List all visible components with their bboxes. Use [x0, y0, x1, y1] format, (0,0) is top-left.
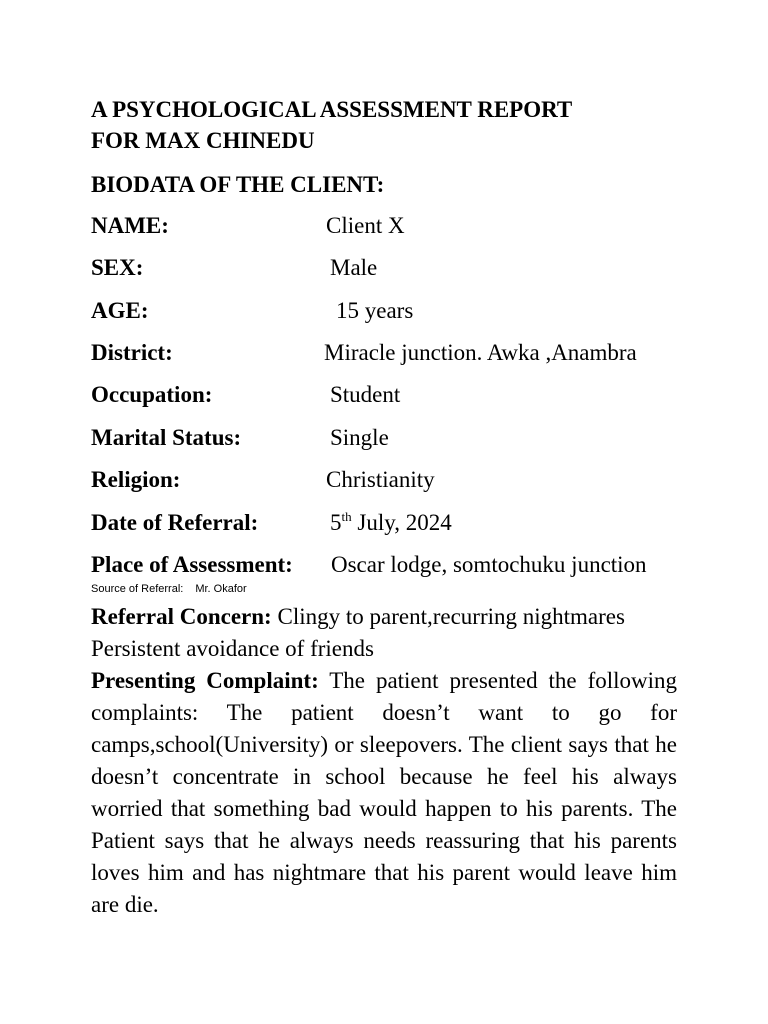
date-of-referral-value — [330, 508, 452, 538]
name-label: NAME: — [91, 213, 169, 238]
report-title — [91, 94, 691, 156]
date-rest: July, 2024 — [351, 510, 452, 535]
place-of-assessment-label: Place of Assessment: — [91, 552, 293, 577]
presenting-complaint-label: Presenting Complaint: — [91, 668, 319, 693]
report-title-line1: A PSYCHOLOGICAL ASSESSMENT REPORT — [91, 97, 573, 122]
age-value: 15 years — [336, 298, 414, 323]
sex-value: Male — [330, 255, 378, 280]
district-value: Miracle junction. Awka ,Anambra — [324, 340, 637, 365]
referral-concern — [91, 601, 681, 665]
occupation-value: Student — [330, 382, 401, 407]
place-of-assessment-value: Oscar lodge, somtochuku junction — [331, 552, 647, 577]
marital-status-label: Marital Status: — [91, 425, 242, 450]
date-of-referral-label: Date of Referral: — [91, 510, 259, 535]
age-label: AGE: — [91, 298, 149, 323]
presenting-complaint-text: The patient presented the following complaints: The patient doesn’t want to go for camps,school(University) or sleepovers. The client says that he doesn’t concentrate in school because he feel his always worried that something bad would happen to his parents. The Patient says that he always needs reassuring that his parents loves him and has nightmare that his parent would leave him are die. — [91, 668, 678, 917]
religion-label: Religion: — [91, 467, 181, 492]
date-day: 5 — [330, 510, 342, 535]
marital-status-value: Single — [330, 425, 389, 450]
sex-label: SEX: — [91, 255, 144, 280]
source-of-referral-label: Source of Referral: — [91, 583, 184, 595]
biodata-heading: BIODATA OF THE CLIENT: — [91, 172, 385, 197]
source-of-referral-value: Mr. Okafor — [195, 583, 247, 595]
source-of-referral — [91, 582, 247, 596]
district-label: District: — [91, 340, 173, 365]
name-value: Client X — [326, 213, 405, 238]
date-day-suffix: th — [341, 509, 352, 524]
referral-concern-text: Clingy to parent,recurring nightmares Persistent avoidance of friends — [91, 604, 625, 661]
occupation-label: Occupation: — [91, 382, 213, 407]
presenting-complaint — [91, 665, 677, 921]
referral-concern-label: Referral Concern: — [91, 604, 272, 629]
religion-value: Christianity — [326, 467, 435, 492]
report-title-line2: FOR MAX CHINEDU — [91, 128, 315, 153]
